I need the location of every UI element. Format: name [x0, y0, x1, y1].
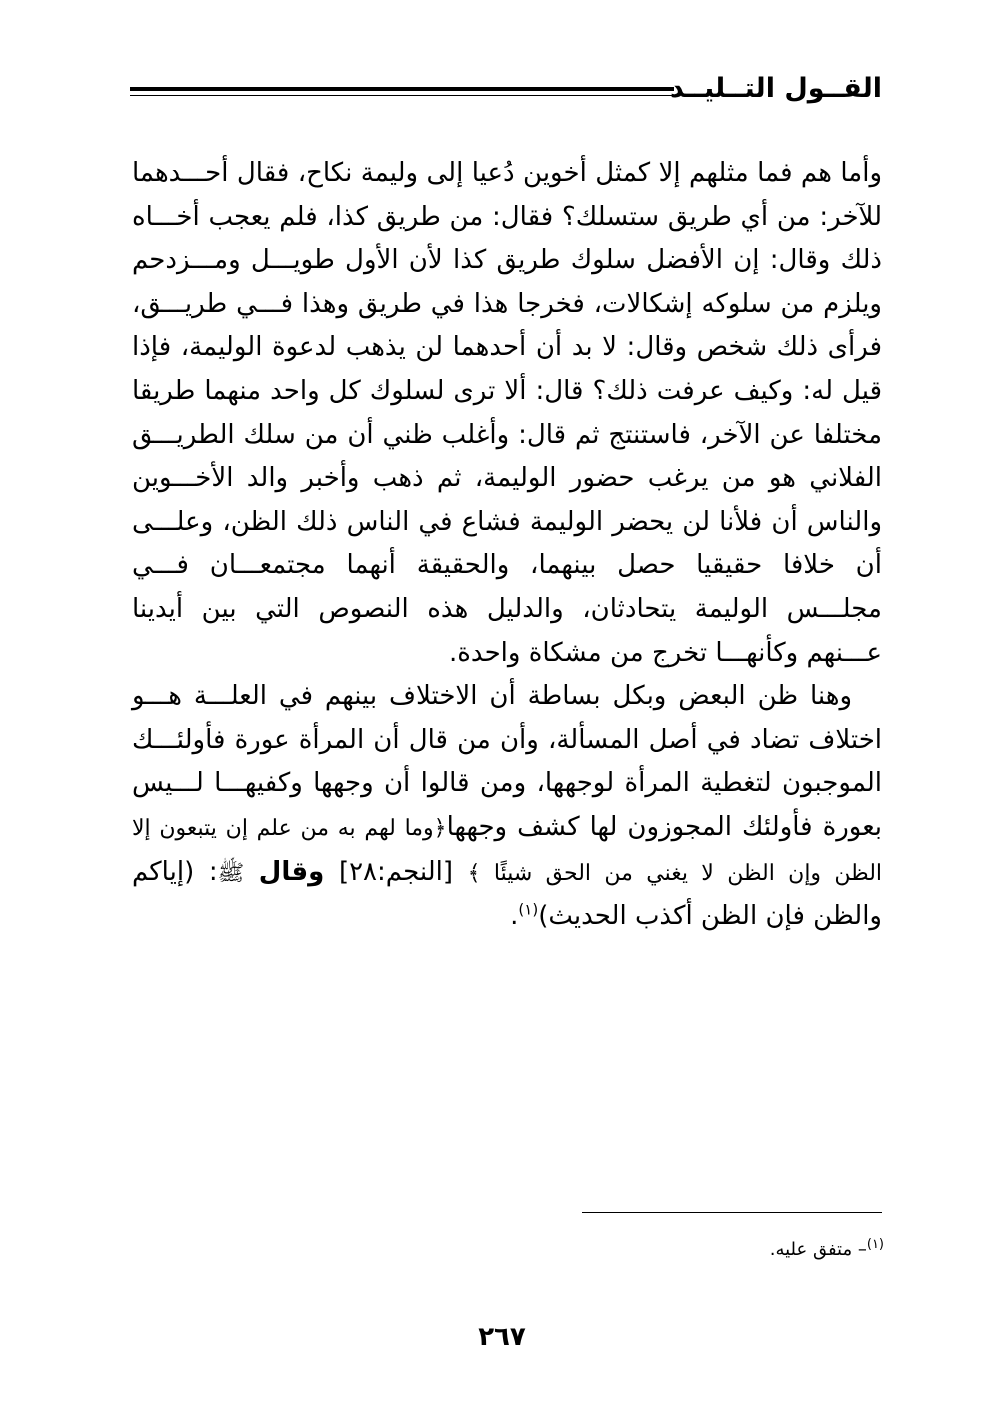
paragraph-ending: . — [510, 901, 519, 932]
header-thin-rule — [130, 95, 674, 96]
paragraph-explanation-text: وهنا ظن البعض وبكل بساطة أن الاختلاف بينهم في العلـــة هـــو اختلاف تضاد في أصل المسألة، وأن من قال أن المرأة عورة فأولئـــك الموجبون لتغطية المرأة لوجهها، ومن قالوا أن وجهها وكفيهـــا لـــيس بعورة فأولئك المجوزون لها كشف وجهها — [132, 681, 882, 842]
honorific-symbol: ﷺ — [217, 860, 245, 886]
footnote-reference: (١) — [518, 900, 539, 919]
footnote-marker: (١) — [866, 1237, 884, 1252]
verse-citation: [النجم:٢٨] — [338, 856, 454, 887]
paragraph-analogy: وأما هم فما مثلهم إلا كمثل أخوين دُعيا إلى وليمة نكاح، فقال أحـــدهما للآخر: من أي طريق ستسلك؟ فقال: من طريق كذا، فلم يعجب أخـــاه ذلك وقال: إن الأفضل سلوك طريق كذا لأن الأول طويـــل ومـــزدحم ويلزم من سلوكه إشكالات، فخرجا هذا في طريق وهذا فـــي طريـــق، فرأى ذلك شخص وقال: لا بد أن أحدهما لن يذهب لدعوة الوليمة، فإذا قيل له: وكيف عرفت ذلك؟ قال: ألا ترى لسلوك كل واحد منهما طريقا مختلفا عن الآخر، فاستنتج ثم قال: وأغلب ظني أن من سلك الطريـــق الفلاني هو من يرغب حضور الوليمة، ثم ذهب وأخبر والد الأخـــوين والناس أن فلأنا لن يحضر الوليمة فشاع في الناس ذلك الظن، وعلـــى أن خلافا حقيقيا حصل بينهما، والحقيقة أنهما مجتمعـــان فـــي مجلـــس الوليمة يتحادثان، والدليل هذه النصوص التي بين أيدينا عـــنهم وكأنهـــا تخرج من مشكاة واحدة. — [132, 158, 882, 668]
body-text — [132, 152, 882, 939]
page-number: ٢٦٧ — [478, 1322, 526, 1352]
quran-verse: ﴿وما لهم به من علم إن يتبعون إلا الظن وإن الظن لا يغني من الحق شيئًا ﴾ — [132, 815, 883, 886]
header-thick-rule — [130, 87, 674, 91]
said-label: وقال — [258, 856, 325, 887]
footnote-separator — [582, 1212, 882, 1213]
header-title: القــول التــليــد — [669, 73, 882, 104]
paragraph-explanation — [132, 675, 882, 939]
footnote — [770, 1232, 884, 1263]
running-header — [130, 70, 882, 110]
footnote-text: – متفق عليه. — [769, 1239, 867, 1260]
hadith-text: : (إياكم والظن فإن الظن أكذب الحديث) — [132, 856, 882, 932]
